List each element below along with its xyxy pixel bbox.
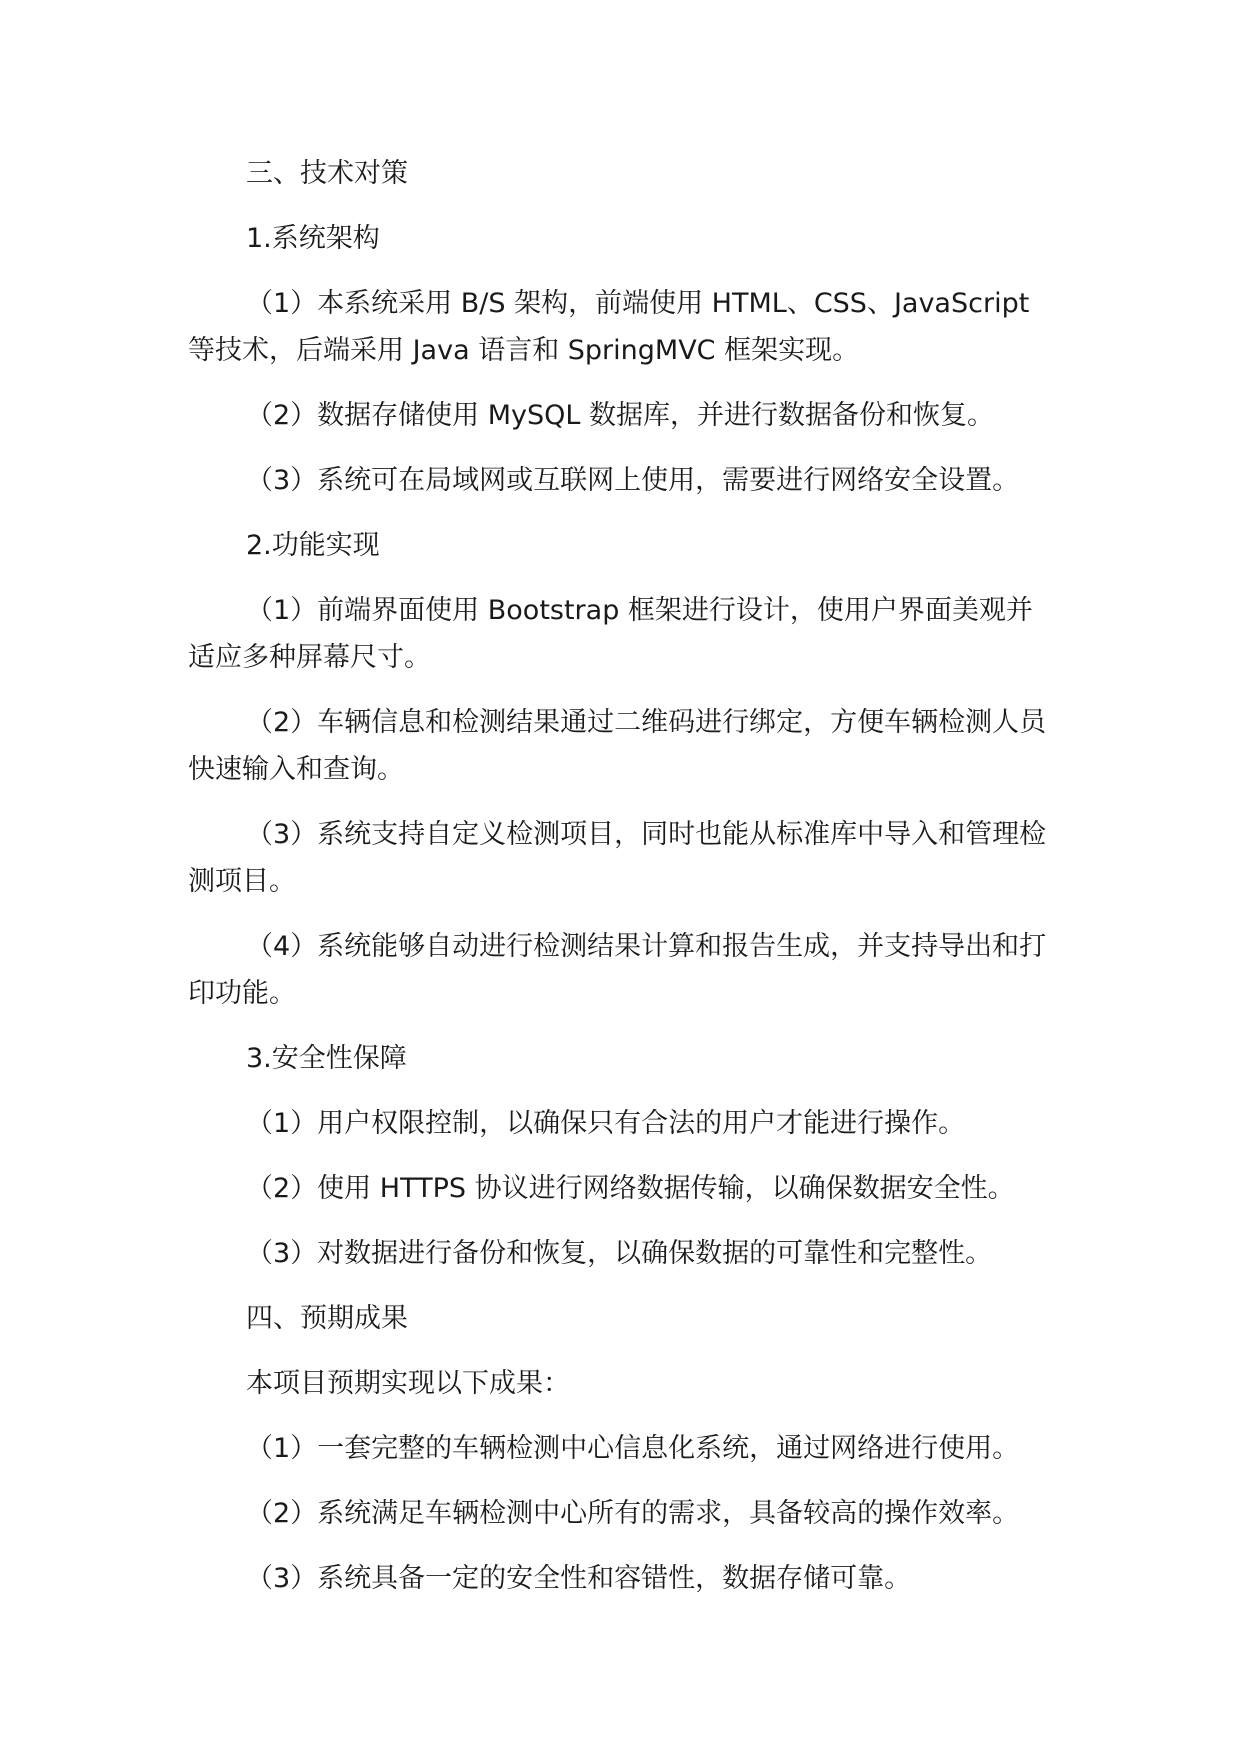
- subsection-heading-functions: 2.功能实现: [246, 530, 380, 561]
- subsection-heading-security: 3.安全性保障: [246, 1043, 407, 1074]
- paragraph-security-1: （1）用户权限控制，以确保只有合法的用户才能进行操作。: [246, 1108, 966, 1139]
- paragraph-functions-1: （1）前端界面使用 Bootstrap 框架进行设计，使用户界面美观并适应多种屏幕尺寸。: [188, 595, 1033, 673]
- paragraph-functions-4: （4）系统能够自动进行检测结果计算和报告生成，并支持导出和打印功能。: [188, 931, 1047, 1009]
- section-heading-expected-results: 四、预期成果: [246, 1303, 408, 1334]
- paragraph-functions-2: （2）车辆信息和检测结果通过二维码进行绑定，方便车辆检测人员快速输入和查询。: [188, 707, 1047, 785]
- paragraph-security-3: （3）对数据进行备份和恢复，以确保数据的可靠性和完整性。: [246, 1238, 993, 1269]
- paragraph-results-1: （1）一套完整的车辆检测中心信息化系统，通过网络进行使用。: [246, 1433, 1020, 1464]
- section-heading-tech-measures: 三、技术对策: [246, 158, 408, 189]
- paragraph-architecture-1: （1）本系统采用 B/S 架构，前端使用 HTML、CSS、JavaScript 等技术，后端采用 Java 语言和 SpringMVC 框架实现。: [188, 288, 1030, 366]
- paragraph-results-intro: 本项目预期实现以下成果：: [246, 1368, 570, 1399]
- paragraph-results-3: （3）系统具备一定的安全性和容错性，数据存储可靠。: [246, 1563, 912, 1594]
- paragraph-architecture-2: （2）数据存储使用 MySQL 数据库，并进行数据备份和恢复。: [246, 400, 995, 431]
- paragraph-architecture-3: （3）系统可在局域网或互联网上使用，需要进行网络安全设置。: [246, 465, 1020, 496]
- document-body: [188, 150, 1056, 1620]
- paragraph-security-2: （2）使用 HTTPS 协议进行网络数据传输，以确保数据安全性。: [246, 1173, 1015, 1204]
- paragraph-functions-3: （3）系统支持自定义检测项目，同时也能从标准库中导入和管理检测项目。: [188, 819, 1047, 897]
- paragraph-results-2: （2）系统满足车辆检测中心所有的需求，具备较高的操作效率。: [246, 1498, 1020, 1529]
- subsection-heading-architecture: 1.系统架构: [246, 223, 380, 254]
